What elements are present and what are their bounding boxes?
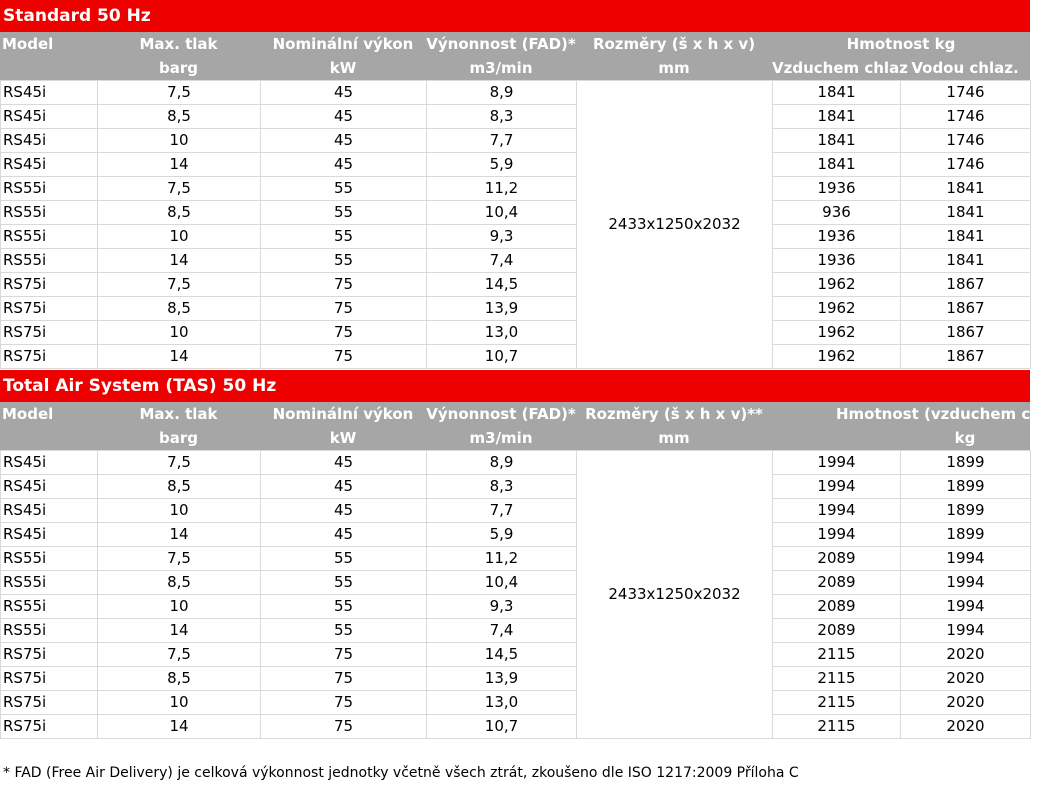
cell-model: RS75i (1, 345, 98, 369)
section-title-tas: Total Air System (TAS) 50 Hz (0, 370, 1030, 402)
cell-power: 45 (261, 499, 427, 523)
header-weight: Hmotnost (vzduchem chla (836, 405, 1056, 423)
table-row (1, 201, 1031, 225)
cell-weight-air: 1936 (773, 249, 901, 273)
table-row (1, 81, 1031, 105)
cell-weight-air: 2115 (773, 667, 901, 691)
cell-fad: 10,7 (427, 715, 577, 739)
cell-weight-air: 2115 (773, 691, 901, 715)
table-row (1, 475, 1031, 499)
cell-model: RS45i (1, 81, 98, 105)
cell-fad: 13,0 (427, 691, 577, 715)
cell-weight-water: 1867 (901, 273, 1031, 297)
section-title-standard: Standard 50 Hz (0, 0, 1030, 32)
cell-pressure: 8,5 (98, 571, 261, 595)
cell-weight-water: 1841 (901, 201, 1031, 225)
cell-fad: 13,9 (427, 297, 577, 321)
cell-pressure: 7,5 (98, 643, 261, 667)
cell-power: 75 (261, 643, 427, 667)
cell-power: 55 (261, 177, 427, 201)
header-power-unit: kW (329, 59, 357, 77)
table-row (1, 225, 1031, 249)
table-row (1, 595, 1031, 619)
cell-model: RS45i (1, 129, 98, 153)
cell-pressure: 7,5 (98, 81, 261, 105)
cell-weight-air: 1841 (773, 105, 901, 129)
cell-fad: 13,0 (427, 321, 577, 345)
cell-fad: 14,5 (427, 643, 577, 667)
cell-weight-water: 1746 (901, 129, 1031, 153)
cell-pressure: 14 (98, 715, 261, 739)
header-weight: Hmotnost kg (846, 35, 956, 53)
cell-pressure: 10 (98, 499, 261, 523)
cell-weight-water: 1994 (901, 571, 1031, 595)
cell-weight-water: 1746 (901, 105, 1031, 129)
cell-power: 75 (261, 297, 427, 321)
cell-weight-water: 1994 (901, 547, 1031, 571)
cell-model: RS45i (1, 499, 98, 523)
header-model: Model (2, 405, 54, 423)
cell-weight-water: 1746 (901, 153, 1031, 177)
cell-fad: 7,7 (427, 499, 577, 523)
cell-fad: 10,4 (427, 571, 577, 595)
table-row (1, 667, 1031, 691)
cell-weight-water: 1899 (901, 451, 1031, 475)
cell-power: 75 (261, 691, 427, 715)
table-header-tas (0, 402, 1056, 450)
cell-weight-water: 1841 (901, 249, 1031, 273)
cell-model: RS75i (1, 273, 98, 297)
cell-weight-water: 1841 (901, 177, 1031, 201)
table-row (1, 547, 1031, 571)
cell-model: RS55i (1, 201, 98, 225)
cell-weight-water: 1746 (901, 81, 1031, 105)
cell-fad: 7,7 (427, 129, 577, 153)
cell-pressure: 10 (98, 691, 261, 715)
cell-model: RS45i (1, 153, 98, 177)
cell-pressure: 10 (98, 129, 261, 153)
cell-weight-air: 1841 (773, 81, 901, 105)
cell-power: 75 (261, 321, 427, 345)
table-row (1, 105, 1031, 129)
header-weight-water: Vodou chlaz. (911, 59, 1019, 77)
cell-power: 45 (261, 105, 427, 129)
table-row (1, 177, 1031, 201)
header-fad: Výnonnost (FAD)* (426, 35, 576, 53)
cell-fad: 7,4 (427, 249, 577, 273)
cell-pressure: 10 (98, 225, 261, 249)
cell-dimensions: 2433x1250x2032 (577, 81, 773, 369)
header-dims-unit: mm (658, 429, 690, 447)
header-pressure-unit: barg (159, 429, 198, 447)
cell-power: 45 (261, 523, 427, 547)
cell-pressure: 8,5 (98, 105, 261, 129)
cell-model: RS75i (1, 297, 98, 321)
table-row (1, 451, 1031, 475)
header-pressure: Max. tlak (139, 35, 218, 53)
cell-weight-water: 1899 (901, 499, 1031, 523)
cell-power: 45 (261, 81, 427, 105)
header-dims-unit: mm (658, 59, 690, 77)
footnote: * FAD (Free Air Delivery) je celková výkonnost jednotky včetně všech ztrát, zkoušeno dle ISO 1217:2009 Příloha C (3, 765, 799, 781)
header-power-unit: kW (329, 429, 357, 447)
cell-fad: 5,9 (427, 153, 577, 177)
cell-pressure: 14 (98, 523, 261, 547)
header-weight-air: Vzduchem chlaz (772, 59, 908, 77)
table-row (1, 523, 1031, 547)
cell-weight-air: 936 (773, 201, 901, 225)
cell-fad: 9,3 (427, 595, 577, 619)
cell-power: 55 (261, 201, 427, 225)
cell-power: 45 (261, 153, 427, 177)
cell-weight-air: 1841 (773, 129, 901, 153)
table-row (1, 571, 1031, 595)
cell-fad: 8,3 (427, 475, 577, 499)
cell-model: RS55i (1, 177, 98, 201)
data-table-standard (0, 80, 1031, 369)
cell-pressure: 7,5 (98, 547, 261, 571)
table-row (1, 249, 1031, 273)
cell-power: 55 (261, 225, 427, 249)
table-row (1, 273, 1031, 297)
cell-model: RS45i (1, 105, 98, 129)
cell-fad: 8,9 (427, 81, 577, 105)
table-row (1, 297, 1031, 321)
cell-weight-water: 1867 (901, 297, 1031, 321)
cell-fad: 9,3 (427, 225, 577, 249)
cell-weight-air: 1841 (773, 153, 901, 177)
cell-weight-air: 1936 (773, 177, 901, 201)
cell-weight-air: 1962 (773, 273, 901, 297)
cell-model: RS45i (1, 475, 98, 499)
cell-power: 55 (261, 547, 427, 571)
table-row (1, 715, 1031, 739)
cell-weight-water: 1841 (901, 225, 1031, 249)
cell-weight-air: 1994 (773, 499, 901, 523)
cell-weight-air: 2089 (773, 595, 901, 619)
cell-power: 45 (261, 129, 427, 153)
table-header-standard (0, 32, 1030, 80)
cell-weight-water: 1867 (901, 321, 1031, 345)
cell-pressure: 14 (98, 619, 261, 643)
table-row (1, 321, 1031, 345)
table-row (1, 499, 1031, 523)
cell-weight-water: 1994 (901, 619, 1031, 643)
cell-weight-air: 2115 (773, 643, 901, 667)
cell-weight-air: 2115 (773, 715, 901, 739)
cell-fad: 10,7 (427, 345, 577, 369)
cell-pressure: 8,5 (98, 475, 261, 499)
cell-model: RS75i (1, 691, 98, 715)
cell-weight-air: 1962 (773, 345, 901, 369)
cell-pressure: 7,5 (98, 273, 261, 297)
cell-weight-water: 1867 (901, 345, 1031, 369)
cell-weight-air: 1994 (773, 451, 901, 475)
header-weight-unit: kg (954, 429, 976, 447)
table-row (1, 153, 1031, 177)
cell-weight-air: 2089 (773, 571, 901, 595)
header-power: Nominální výkon (272, 405, 414, 423)
cell-power: 75 (261, 715, 427, 739)
cell-model: RS55i (1, 619, 98, 643)
header-pressure-unit: barg (159, 59, 198, 77)
cell-power: 55 (261, 595, 427, 619)
cell-model: RS45i (1, 451, 98, 475)
table-row (1, 643, 1031, 667)
cell-pressure: 14 (98, 345, 261, 369)
header-pressure: Max. tlak (139, 405, 218, 423)
cell-pressure: 7,5 (98, 451, 261, 475)
cell-model: RS55i (1, 249, 98, 273)
cell-weight-air: 1994 (773, 475, 901, 499)
header-fad-unit: m3/min (469, 59, 533, 77)
cell-model: RS55i (1, 595, 98, 619)
header-model: Model (2, 35, 54, 53)
cell-power: 75 (261, 667, 427, 691)
cell-weight-water: 2020 (901, 691, 1031, 715)
cell-fad: 7,4 (427, 619, 577, 643)
cell-pressure: 8,5 (98, 667, 261, 691)
cell-pressure: 7,5 (98, 177, 261, 201)
cell-weight-water: 1994 (901, 595, 1031, 619)
header-dims: Rozměry (š x h x v)** (585, 405, 763, 423)
cell-weight-water: 2020 (901, 715, 1031, 739)
cell-weight-air: 1994 (773, 523, 901, 547)
header-fad: Výnonnost (FAD)* (426, 405, 576, 423)
cell-weight-air: 1936 (773, 225, 901, 249)
cell-weight-water: 1899 (901, 523, 1031, 547)
cell-power: 55 (261, 571, 427, 595)
header-fad-unit: m3/min (469, 429, 533, 447)
cell-weight-water: 2020 (901, 643, 1031, 667)
header-power: Nominální výkon (272, 35, 414, 53)
table-row (1, 345, 1031, 369)
cell-pressure: 14 (98, 153, 261, 177)
cell-pressure: 8,5 (98, 201, 261, 225)
cell-model: RS75i (1, 667, 98, 691)
cell-fad: 14,5 (427, 273, 577, 297)
cell-pressure: 10 (98, 321, 261, 345)
cell-pressure: 8,5 (98, 297, 261, 321)
cell-model: RS55i (1, 547, 98, 571)
cell-weight-air: 1962 (773, 321, 901, 345)
cell-model: RS75i (1, 715, 98, 739)
cell-pressure: 10 (98, 595, 261, 619)
cell-model: RS55i (1, 225, 98, 249)
cell-power: 55 (261, 619, 427, 643)
data-table-tas (0, 450, 1031, 739)
cell-dimensions: 2433x1250x2032 (577, 451, 773, 739)
cell-weight-air: 2089 (773, 619, 901, 643)
cell-model: RS55i (1, 571, 98, 595)
cell-fad: 10,4 (427, 201, 577, 225)
cell-weight-water: 1899 (901, 475, 1031, 499)
cell-power: 75 (261, 273, 427, 297)
cell-weight-air: 2089 (773, 547, 901, 571)
cell-fad: 11,2 (427, 547, 577, 571)
table-row (1, 691, 1031, 715)
cell-power: 45 (261, 475, 427, 499)
cell-model: RS45i (1, 523, 98, 547)
cell-power: 45 (261, 451, 427, 475)
cell-fad: 11,2 (427, 177, 577, 201)
cell-fad: 13,9 (427, 667, 577, 691)
cell-model: RS75i (1, 643, 98, 667)
cell-model: RS75i (1, 321, 98, 345)
cell-fad: 8,3 (427, 105, 577, 129)
cell-weight-air: 1962 (773, 297, 901, 321)
table-row (1, 129, 1031, 153)
table-row (1, 619, 1031, 643)
cell-fad: 5,9 (427, 523, 577, 547)
cell-pressure: 14 (98, 249, 261, 273)
cell-weight-water: 2020 (901, 667, 1031, 691)
cell-power: 75 (261, 345, 427, 369)
cell-power: 55 (261, 249, 427, 273)
header-dims: Rozměry (š x h x v) (592, 35, 756, 53)
cell-fad: 8,9 (427, 451, 577, 475)
